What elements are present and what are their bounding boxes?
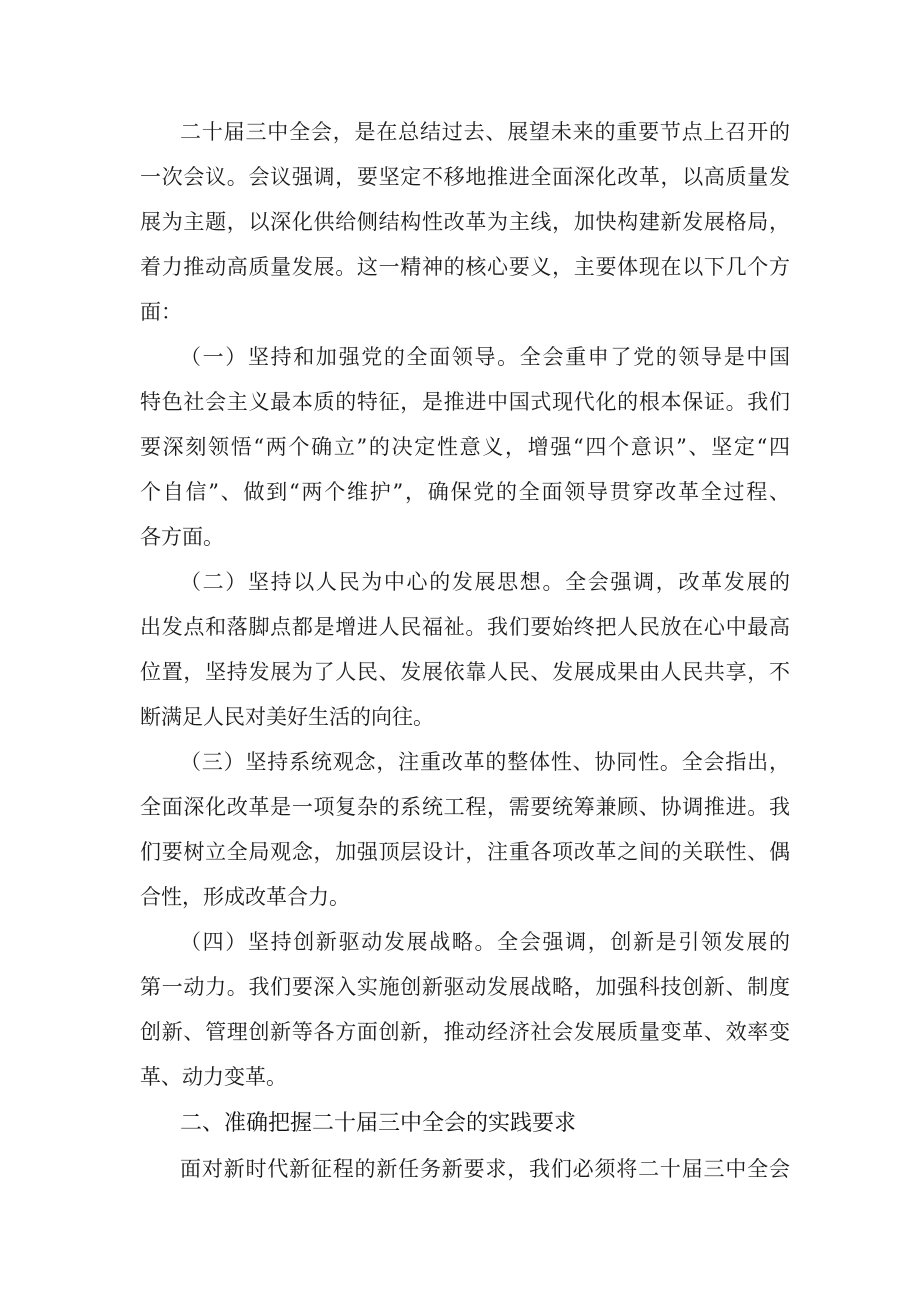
paragraph-2-line-3: 要深刻领悟“两个确立”的决定性意义，增强“四个意识”、坚定“四: [140, 435, 790, 459]
paragraph-5-line-3: 创新、管理创新等各方面创新，推动经济社会发展质量变革、效率变: [140, 1020, 790, 1044]
paragraph-1-line-2: 一次会议。会议强调，要坚定不移地推进全面深化改革，以高质量发: [140, 165, 790, 189]
paragraph-3-line-2: 出发点和落脚点都是增进人民福祉。我们要始终把人民放在心中最高: [140, 615, 790, 639]
paragraph-3-line-3: 位置，坚持发展为了人民、发展依靠人民、发展成果由人民共享，不: [140, 660, 790, 684]
paragraph-4-line-2: 全面深化改革是一项复杂的系统工程，需要统筹兼顾、协调推进。我: [140, 795, 790, 819]
paragraph-2-line-5: 各方面。: [140, 525, 224, 549]
paragraph-3-line-4: 断满足人民对美好生活的向往。: [140, 705, 434, 729]
paragraph-4-line-3: 们要树立全局观念，加强顶层设计，注重各项改革之间的关联性、偶: [140, 840, 790, 864]
paragraph-5-line-1: （四）坚持创新驱动发展战略。全会强调，创新是引领发展的: [180, 930, 790, 954]
paragraph-1-line-5: 面：: [140, 300, 182, 324]
paragraph-2-line-4: 个自信”、做到“两个维护”，确保党的全面领导贯穿改革全过程、: [140, 480, 790, 504]
paragraph-2-line-1: （一）坚持和加强党的全面领导。全会重申了党的领导是中国: [180, 345, 790, 369]
paragraph-4-line-4: 合性，形成改革合力。: [140, 885, 350, 909]
paragraph-5-line-4: 革、动力变革。: [140, 1065, 287, 1089]
paragraph-4-line-1: （三）坚持系统观念，注重改革的整体性、协同性。全会指出，: [180, 750, 790, 774]
paragraph-3-line-1: （二）坚持以人民为中心的发展思想。全会强调，改革发展的: [180, 570, 790, 594]
paragraph-1-line-1: 二十届三中全会，是在总结过去、展望未来的重要节点上召开的: [180, 120, 790, 144]
section-heading: 二、准确把握二十届三中全会的实践要求: [180, 1111, 577, 1136]
paragraph-1-line-3: 展为主题，以深化供给侧结构性改革为主线，加快构建新发展格局，: [140, 210, 790, 234]
paragraph-2-line-2: 特色社会主义最本质的特征，是推进中国式现代化的根本保证。我们: [140, 390, 790, 414]
final-paragraph-line-1: 面对新时代新征程的新任务新要求，我们必须将二十届三中全会: [180, 1157, 790, 1181]
paragraph-5-line-2: 第一动力。我们要深入实施创新驱动发展战略，加强科技创新、制度: [140, 975, 790, 999]
paragraph-1-line-4: 着力推动高质量发展。这一精神的核心要义，主要体现在以下几个方: [140, 255, 790, 279]
